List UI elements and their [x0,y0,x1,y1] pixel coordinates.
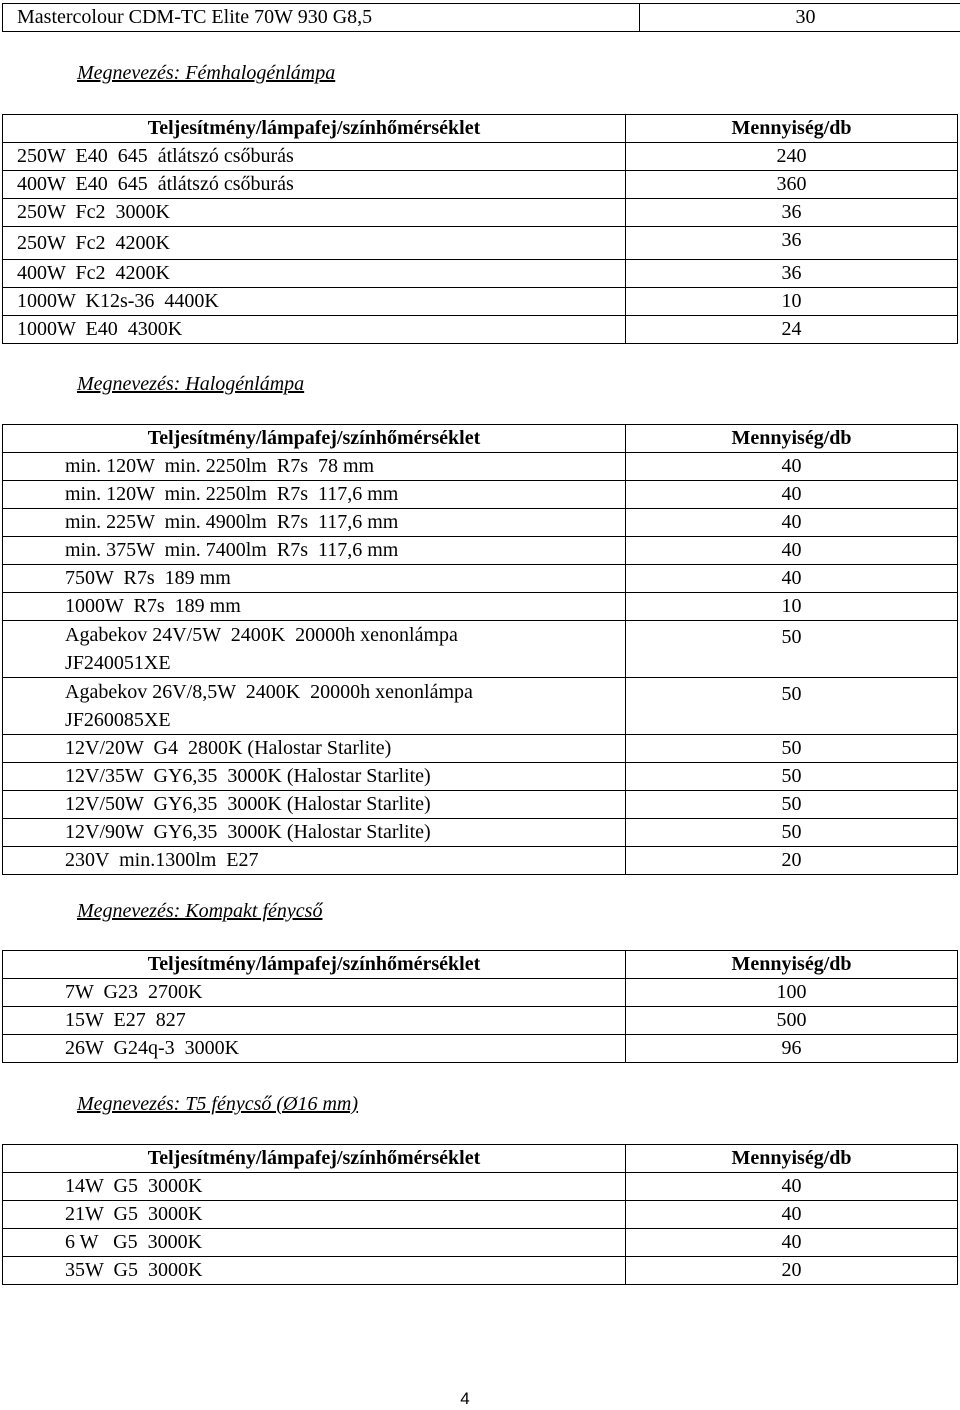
table-row [3,509,958,537]
col-header-spec: Teljesítmény/lámpafej/színhőmérséklet [3,1145,626,1173]
item-name: min. 120W min. 2250lm R7s 78 mm [3,453,626,481]
item-qty: 40 [626,509,958,537]
item-qty: 40 [626,565,958,593]
table-row [3,537,958,565]
table-row [3,593,958,621]
item-qty: 50 [626,621,958,678]
col-header-spec: Teljesítmény/lámpafej/színhőmérséklet [3,951,626,979]
table-row [3,1257,958,1285]
item-qty: 40 [626,1229,958,1257]
item-name: 750W R7s 189 mm [3,565,626,593]
item-qty: 10 [626,288,958,316]
item-qty: 50 [626,678,958,735]
item-qty: 40 [626,537,958,565]
table-row [3,481,958,509]
item-qty: 20 [626,1257,958,1285]
item-qty: 360 [626,171,958,199]
item-name-code: JF240051XE [65,652,171,674]
item-name: 12V/50W GY6,35 3000K (Halostar Starlite) [3,791,626,819]
col-header-qty: Mennyiség/db [626,1145,958,1173]
table-header [3,1145,958,1173]
table-row [3,791,958,819]
item-name: 6 W G5 3000K [3,1229,626,1257]
item-name: 400W E40 645 átlátszó csőburás [3,171,626,199]
item-name: 1000W R7s 189 mm [3,593,626,621]
table-row [3,819,958,847]
table-row [3,143,958,171]
item-qty: 40 [626,1201,958,1229]
table-row [3,565,958,593]
item-name: Agabekov 26V/8,5W 2400K 20000h xenonlámpa [65,681,473,703]
item-name: Agabekov 24V/5W 2400K 20000h xenonlámpa [65,624,458,646]
item-qty: 30 [640,4,960,32]
item-name-multiline [3,621,626,678]
table-row [3,1007,958,1035]
item-qty: 40 [626,481,958,509]
fem-table [2,114,958,344]
item-name: 12V/90W GY6,35 3000K (Halostar Starlite) [3,819,626,847]
item-name: min. 375W min. 7400lm R7s 117,6 mm [3,537,626,565]
item-qty: 36 [626,199,958,227]
item-name: 250W Fc2 4200K [3,227,626,260]
item-qty: 500 [626,1007,958,1035]
section-title-halogen: Megnevezés: Halogénlámpa [77,373,305,395]
item-name: 400W Fc2 4200K [3,260,626,288]
table-row [3,288,958,316]
item-name: 12V/20W G4 2800K (Halostar Starlite) [3,735,626,763]
table-row [3,763,958,791]
col-header-spec: Teljesítmény/lámpafej/színhőmérséklet [3,115,626,143]
item-name: 14W G5 3000K [3,1173,626,1201]
item-qty: 50 [626,763,958,791]
item-name: 15W E27 827 [3,1007,626,1035]
halogen-table [2,424,958,875]
item-qty: 40 [626,453,958,481]
table-row [3,171,958,199]
col-header-qty: Mennyiség/db [626,115,958,143]
table-row [3,316,958,344]
table-row [3,847,958,875]
item-qty: 240 [626,143,958,171]
col-header-qty: Mennyiség/db [626,951,958,979]
item-qty: 10 [626,593,958,621]
item-qty: 40 [626,1173,958,1201]
item-name: 1000W K12s-36 4400K [3,288,626,316]
item-name: 26W G24q-3 3000K [3,1035,626,1063]
item-name: min. 225W min. 4900lm R7s 117,6 mm [3,509,626,537]
item-name: 7W G23 2700K [3,979,626,1007]
table-row [3,1229,958,1257]
page-number: 4 [460,1389,470,1408]
table-row [3,1173,958,1201]
t5-table [2,1144,958,1285]
item-name: 1000W E40 4300K [3,316,626,344]
item-name-code: JF260085XE [65,709,171,731]
section-title-fem: Megnevezés: Fémhalogénlámpa [77,62,336,84]
table-header [3,951,958,979]
item-name: 35W G5 3000K [3,1257,626,1285]
item-name: min. 120W min. 2250lm R7s 117,6 mm [3,481,626,509]
table-row [3,199,958,227]
table-row [3,1035,958,1063]
item-qty: 36 [626,227,958,260]
col-header-spec: Teljesítmény/lámpafej/színhőmérséklet [3,425,626,453]
item-name: 21W G5 3000K [3,1201,626,1229]
item-qty: 20 [626,847,958,875]
item-name: 230V min.1300lm E27 [3,847,626,875]
item-qty: 100 [626,979,958,1007]
table-header [3,115,958,143]
table-row [3,453,958,481]
table-row [3,979,958,1007]
table-header [3,425,958,453]
item-name: 250W Fc2 3000K [3,199,626,227]
table-row [3,227,958,260]
item-qty: 24 [626,316,958,344]
item-name-multiline [3,678,626,735]
item-name: Mastercolour CDM-TC Elite 70W 930 G8,5 [3,4,640,32]
item-name: 250W E40 645 átlátszó csőburás [3,143,626,171]
section-title-t5: Megnevezés: T5 fénycső (Ø16 mm) [77,1093,359,1115]
section-title-kompakt: Megnevezés: Kompakt fénycső [77,900,323,922]
item-name: 12V/35W GY6,35 3000K (Halostar Starlite) [3,763,626,791]
table-row [3,735,958,763]
item-qty: 50 [626,819,958,847]
table-row [3,260,958,288]
item-qty: 36 [626,260,958,288]
kompakt-table [2,950,958,1063]
item-qty: 96 [626,1035,958,1063]
table-row [3,4,960,32]
table-row [3,621,958,678]
item-qty: 50 [626,791,958,819]
item-qty: 50 [626,735,958,763]
top-table [2,3,960,32]
col-header-qty: Mennyiség/db [626,425,958,453]
table-row [3,1201,958,1229]
table-row [3,678,958,735]
